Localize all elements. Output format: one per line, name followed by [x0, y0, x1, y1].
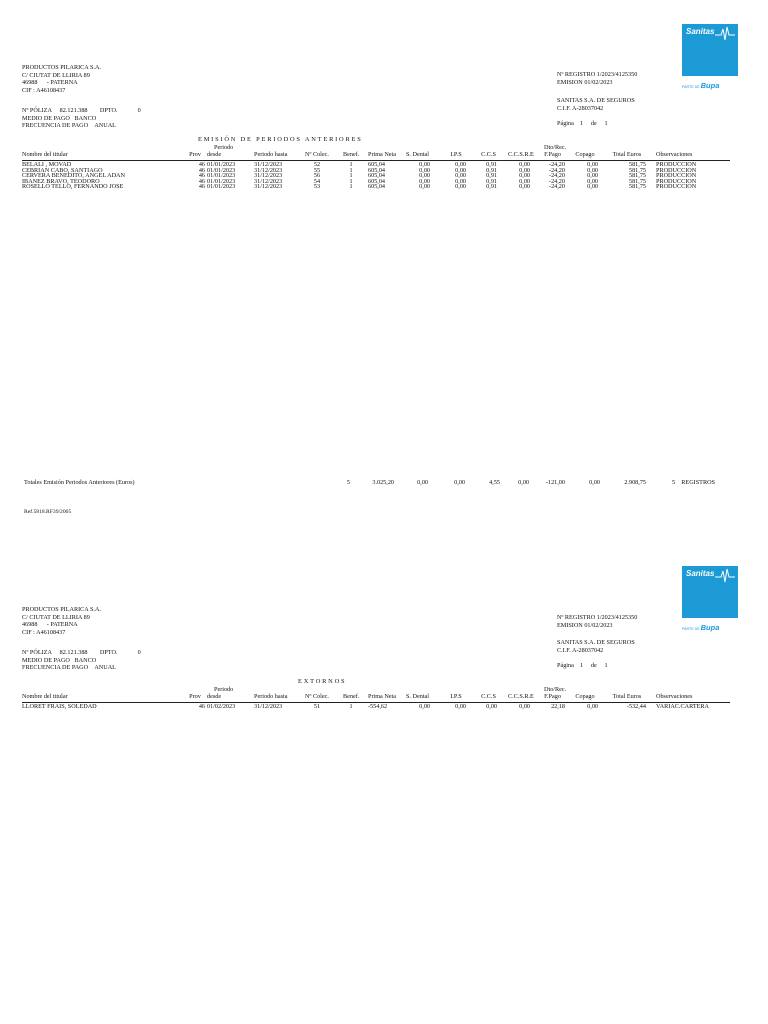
cell-benef: 1 [349, 177, 353, 185]
insurer-cif: C.I.F. A-28037042 [557, 104, 604, 112]
dpto-label: DPTO. [99, 107, 118, 114]
cell-hasta: 31/12/2023 [254, 183, 283, 191]
cell-colec: 53 [313, 183, 321, 191]
column-header-obs: Observaciones [656, 151, 693, 158]
cell-total: -532,44 [626, 703, 646, 710]
cell-desde: 01/01/2023 [207, 161, 236, 168]
cell-copago: 0,00 [587, 172, 598, 180]
cell-hasta: 31/12/2023 [254, 177, 283, 185]
cell-fpago: -24,20 [549, 172, 565, 180]
frec-label: FRECUENCIA DE PAGO [22, 122, 89, 130]
column-header-ccsre: C.C.S.R.E [508, 151, 534, 158]
frec-value: ANUAL [94, 664, 116, 672]
insurer-name: SANITAS S.A. DE SEGUROS [557, 97, 635, 104]
cell-desde: 01/01/2023 [207, 166, 236, 174]
cell-ccs: 0,91 [486, 177, 497, 185]
cell-prima: 605,04 [368, 177, 386, 185]
column-header-prima: Prima Neta [368, 693, 397, 700]
cell-obs: PRODUCCION [656, 166, 697, 174]
cell-prima: 605,04 [368, 183, 386, 191]
column-header-dental: S. Dental [405, 151, 430, 158]
company-block [22, 606, 101, 637]
cell-fpago: -24,20 [549, 183, 565, 191]
cell-dental: 0,00 [419, 172, 430, 180]
footer-band [22, 1018, 730, 1024]
cell-total: 581,75 [628, 166, 646, 174]
cell-obs: PRODUCCION [656, 172, 697, 180]
column-header-benef: Benef. [343, 151, 360, 158]
page-indicator: Página 1 de 1 [557, 120, 608, 127]
cell-prima: -554,62 [368, 703, 388, 710]
poliza-value: 82.121.388 [59, 649, 88, 656]
totals-label: Totales Emisión Periodos Anteriores (Euros) [24, 479, 135, 486]
poliza-label: Nº PÓLIZA [22, 649, 52, 656]
cell-ccs: 0,91 [486, 172, 497, 180]
totals-dental: 0,00 [417, 479, 428, 486]
column-header-total: Total Euros [612, 693, 642, 700]
registry-block [557, 614, 637, 629]
cell-hasta: 31/12/2023 [254, 161, 283, 168]
cell-colec: 54 [313, 177, 321, 185]
column-header-prov: Prov [189, 151, 201, 158]
column-header-prima: Prima Neta [368, 151, 397, 158]
cell-copago: 0,00 [587, 166, 598, 174]
poliza-label: Nº PÓLIZA [22, 107, 52, 114]
cell-ccsre: 0,00 [519, 161, 530, 168]
frec-value: ANUAL [94, 122, 116, 130]
sanitas-logo [682, 566, 738, 618]
cell-benef: 1 [349, 172, 353, 180]
frec-label: FRECUENCIA DE PAGO [22, 664, 89, 672]
cell-desde: 01/02/2023 [207, 703, 236, 710]
cell-colec: 56 [313, 172, 321, 180]
medio-value: BANCO [74, 656, 97, 664]
column-header-desde: desde [207, 151, 222, 158]
emision-date: EMISION 01/02/2023 [557, 78, 613, 86]
company-name: PRODUCTOS PILARICA S.A. [22, 606, 101, 613]
column-header-fpago: F.Pago [544, 693, 561, 700]
column-header-titular: Nombre del titular [22, 151, 68, 158]
heartbeat-icon [715, 567, 735, 583]
section-title: EMISIÓN DE PERIODOS ANTERIORES [198, 136, 363, 143]
cell-ips: 0,00 [455, 166, 466, 174]
policy-block [22, 107, 141, 130]
column-header-desde: desde [207, 693, 222, 700]
cell-colec: 51 [313, 703, 321, 710]
totals-ips: 0,00 [454, 479, 465, 486]
cell-benef: 1 [349, 161, 353, 168]
cell-desde: 01/01/2023 [207, 183, 236, 191]
cell-copago: 0,00 [587, 703, 598, 710]
cell-benef: 1 [349, 703, 353, 710]
cell-hasta: 31/12/2023 [254, 703, 283, 710]
cell-prima: 605,04 [368, 172, 386, 180]
cell-copago: 0,00 [587, 177, 598, 185]
cell-ips: 0,00 [455, 177, 466, 185]
cell-titular: BELALI , MOVAD [22, 161, 72, 168]
cell-hasta: 31/12/2023 [254, 172, 283, 180]
page-indicator: Página 1 de 1 [557, 662, 608, 669]
cell-titular: CERVERA BENEDITO, ANGEL ADAN [22, 172, 125, 180]
cell-benef: 1 [349, 183, 353, 191]
cell-total: 581,75 [628, 172, 646, 180]
cell-ccsre: 0,00 [519, 703, 530, 710]
company-city: 46988 - PATERNA [22, 79, 78, 87]
totals-total: 2.908,75 [624, 479, 646, 486]
column-header-titular: Nombre del titular [22, 693, 68, 700]
insurer-cif: C.I.F. A-28037042 [557, 646, 604, 654]
cell-prov: 46 [198, 703, 205, 710]
bupa-logo: PARTE DE Bupa [682, 81, 720, 90]
totals-prima: 3.025,20 [372, 479, 394, 486]
company-name: PRODUCTOS PILARICA S.A. [22, 64, 101, 71]
cell-obs: PRODUCCION [656, 177, 697, 185]
emision-date: EMISION 01/02/2023 [557, 621, 613, 629]
cell-prima: 605,04 [368, 161, 386, 168]
bupa-logo: PARTE DE Bupa [682, 623, 720, 632]
cell-total: 581,75 [628, 183, 646, 191]
column-header-colec: Nº Colec. [305, 693, 329, 700]
cell-prov: 46 [198, 183, 205, 191]
column-header-ccs: C.C.S [481, 151, 496, 158]
cell-fpago: -24,20 [549, 161, 565, 168]
totals-benef: 5 [346, 479, 350, 486]
cell-ccs: 0,91 [486, 166, 497, 174]
totals-registros: 5 REGISTROS [672, 479, 715, 486]
cell-total: 581,75 [628, 161, 646, 168]
cell-obs: VARIAC.CARTERA [656, 703, 709, 710]
company-address: C/ CIUTAT DE LLIRIA 89 [22, 71, 90, 79]
sanitas-wordmark: Sanitas [686, 569, 715, 578]
cell-ips: 0,00 [455, 183, 466, 191]
totals-copago: 0,00 [589, 479, 600, 486]
registry-block [557, 71, 637, 86]
cell-total: 581,75 [628, 177, 646, 185]
registro-number: Nº REGISTRO 1/2023/4125350 [557, 614, 638, 621]
cell-ccs: 0,91 [486, 161, 497, 168]
cell-ccs: 0,91 [486, 183, 497, 191]
medio-label: MEDIO DE PAGO [22, 656, 70, 664]
company-address: C/ CIUTAT DE LLIRIA 89 [22, 613, 90, 621]
column-group-dto: Dto/Rec. [544, 686, 567, 693]
section-title: EXTORNOS [298, 678, 347, 685]
column-header-prov: Prov [189, 693, 201, 700]
cell-desde: 01/01/2023 [207, 177, 236, 185]
cell-copago: 0,00 [587, 161, 598, 168]
cell-prov: 46 [198, 166, 205, 174]
totals-ccsre: 0,00 [518, 479, 529, 486]
insurer-block [557, 639, 635, 654]
column-header-hasta: Periodo hasta [254, 151, 288, 158]
dpto-value: 0 [137, 107, 141, 114]
cell-ips: 0,00 [455, 172, 466, 180]
column-header-obs: Observaciones [656, 693, 693, 700]
cell-dental: 0,00 [419, 166, 430, 174]
cell-colec: 52 [313, 161, 321, 168]
registro-number: Nº REGISTRO 1/2023/4125350 [557, 71, 638, 78]
column-header-copago: Copago [575, 151, 595, 158]
cell-copago: 0,00 [587, 183, 598, 191]
cell-prima: 605,04 [368, 166, 386, 174]
cell-titular: LLORET FRAIS, SOLEDAD [22, 703, 97, 710]
company-block [22, 64, 101, 95]
column-header-ccsre: C.C.S.R.E [508, 693, 534, 700]
column-header-dental: S. Dental [405, 693, 430, 700]
totals-fpago: -121,00 [545, 479, 565, 486]
column-group-periodo: Periodo [214, 144, 234, 151]
sanitas-wordmark: Sanitas [686, 27, 715, 36]
insurer-name: SANITAS S.A. DE SEGUROS [557, 639, 635, 646]
cell-fpago: -24,20 [549, 166, 565, 174]
column-header-hasta: Periodo hasta [254, 693, 288, 700]
cell-prov: 46 [198, 161, 205, 168]
insurer-block [557, 97, 635, 112]
dpto-value: 0 [137, 649, 141, 656]
dpto-label: DPTO. [99, 649, 118, 656]
policy-block [22, 649, 141, 672]
cell-desde: 01/01/2023 [207, 172, 236, 180]
column-header-ips: I.P.S [450, 151, 462, 158]
cell-fpago: 22,18 [551, 703, 565, 710]
cell-ccs: 0,00 [486, 703, 497, 710]
column-header-total: Total Euros [612, 151, 642, 158]
column-header-ccs: C.C.S [481, 693, 496, 700]
cell-prov: 46 [198, 172, 205, 180]
sanitas-logo [682, 24, 738, 76]
cell-dental: 0,00 [419, 703, 430, 710]
company-cif: CIF : A46108437 [22, 629, 66, 637]
document-reference: Ref.5818.RF39/2005 [24, 509, 72, 515]
cell-dental: 0,00 [419, 161, 430, 168]
cell-ccsre: 0,00 [519, 183, 530, 191]
medio-label: MEDIO DE PAGO [22, 114, 70, 122]
cell-obs: PRODUCCION [656, 161, 697, 168]
totals-ccs: 4,55 [489, 479, 500, 486]
cell-dental: 0,00 [419, 183, 430, 191]
cell-titular: ROSELLO TELLO, FERNANDO JOSE [22, 183, 124, 191]
company-city: 46988 - PATERNA [22, 621, 78, 629]
cell-ips: 0,00 [455, 703, 466, 710]
cell-ccsre: 0,00 [519, 166, 530, 174]
column-header-colec: Nº Colec. [305, 151, 329, 158]
cell-obs: PRODUCCION [656, 183, 697, 191]
column-group-periodo: Periodo [214, 686, 234, 693]
company-cif: CIF : A46108437 [22, 87, 66, 95]
cell-ccsre: 0,00 [519, 172, 530, 180]
cell-ccsre: 0,00 [519, 177, 530, 185]
cell-benef: 1 [349, 166, 353, 174]
column-header-ips: I.P.S [450, 693, 462, 700]
medio-value: BANCO [74, 114, 97, 122]
cell-ips: 0,00 [455, 161, 466, 168]
cell-titular: CEBRIAN CABO, SANTIAGO [22, 166, 103, 174]
heartbeat-icon [715, 25, 735, 41]
cell-hasta: 31/12/2023 [254, 166, 283, 174]
column-header-benef: Benef. [343, 693, 360, 700]
column-header-copago: Copago [575, 693, 595, 700]
cell-titular: IBANEZ BRAVO, TEODORO [22, 177, 100, 185]
cell-dental: 0,00 [419, 177, 430, 185]
column-header-fpago: F.Pago [544, 151, 561, 158]
cell-fpago: -24,20 [549, 177, 565, 185]
column-group-dto: Dto/Rec. [544, 144, 567, 151]
cell-colec: 55 [313, 166, 321, 174]
cell-prov: 46 [198, 177, 205, 185]
poliza-value: 82.121.388 [59, 107, 88, 114]
